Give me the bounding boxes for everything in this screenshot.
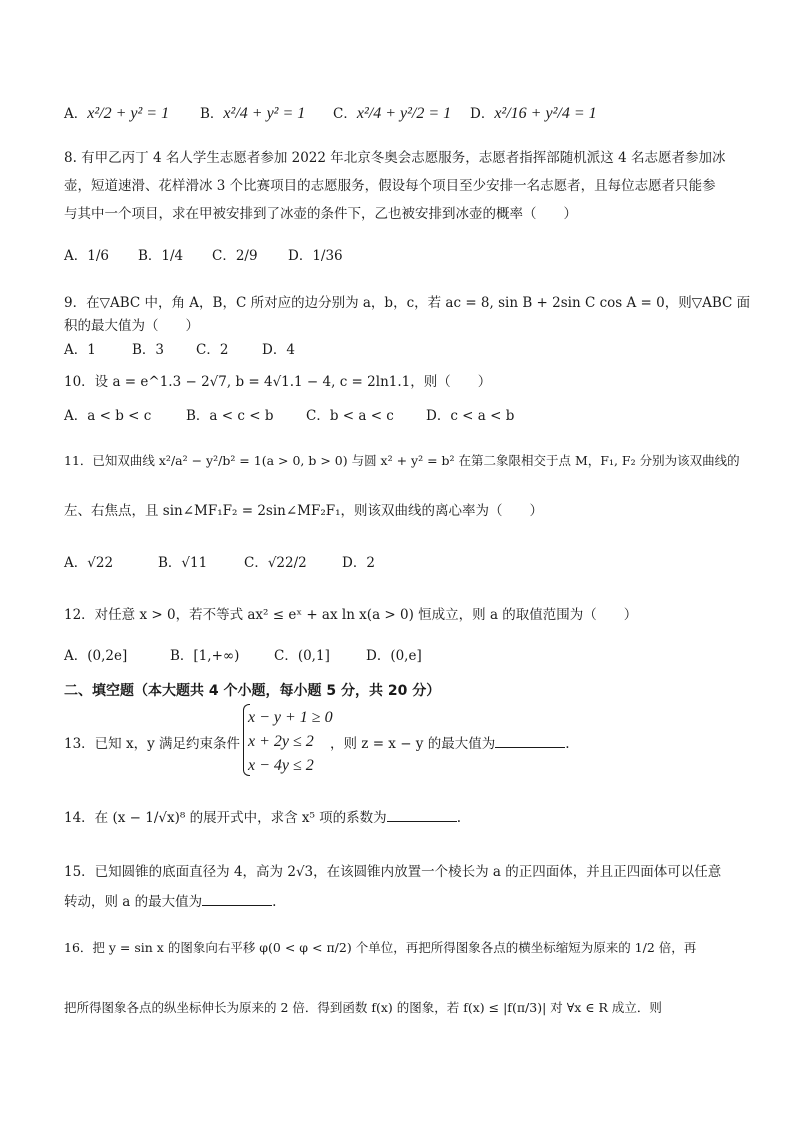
q11-option-c: C．√22/2 — [244, 555, 307, 571]
q12-option-b: B．[1,+∞) — [170, 648, 240, 664]
q13-answer-blank[interactable] — [495, 747, 565, 748]
q15-answer-blank[interactable] — [202, 905, 272, 906]
q8-line-2: 壶，短道速滑、花样滑冰 3 个比赛项目的志愿服务，假设每个项目至少安排一名志愿者，且每位志愿者只能参 — [64, 178, 716, 194]
q10-option-c: C．b < a < c — [306, 408, 394, 424]
q10-option-b: B．a < c < b — [186, 408, 274, 424]
q12-option-a: A．(0,2e] — [64, 648, 128, 664]
q11-line-1: 11．已知双曲线 x²/a² − y²/b² = 1(a > 0, b > 0) 与圆 x² + y² = b² 在第二象限相交于点 M，F₁, F₂ 分别为该双曲线的 — [64, 453, 740, 468]
q9-option-c: C．2 — [196, 342, 229, 358]
q13-constraint-1: x − y + 1 ≥ 0 — [248, 709, 333, 726]
q8-line-3: 与其中一个项目，求在甲被安排到了冰壶的条件下，乙也被安排到冰壶的概率（ ） — [64, 206, 577, 222]
q11-option-a: A．√22 — [64, 555, 114, 571]
q9-option-d: D．4 — [262, 342, 295, 358]
q10-line-1: 10．设 a = e^1.3 − 2√7, b = 4√1.1 − 4, c = 2ln1.1，则（ ） — [64, 374, 492, 390]
q7-option-a: A．x²/2 + y² = 1 — [64, 105, 170, 122]
q13-prefix: 13．已知 x，y 满足约束条件 — [64, 736, 241, 752]
q14-line-1: 14．在 (x − 1/√x)⁸ 的展开式中，求含 x⁵ 项的系数为 . — [64, 810, 461, 826]
q9-line-1: 9．在▽ABC 中，角 A，B，C 所对应的边分别为 a，b，c，若 ac = 8, sin B + 2sin C cos A = 0，则▽ABC 面 — [64, 295, 751, 311]
q13-suffix: ，则 z = x − y 的最大值为 . — [330, 736, 570, 752]
q8-option-b: B．1/4 — [138, 248, 184, 264]
q7-option-b: B．x²/4 + y² = 1 — [200, 105, 306, 122]
q12-line-1: 12．对任意 x > 0，若不等式 ax² ≤ eˣ + ax ln x(a > 0) 恒成立，则 a 的取值范围为（ ） — [64, 607, 638, 623]
q9-line-2: 积的最大值为（ ） — [64, 318, 199, 334]
q15-line-2: 转动，则 a 的最大值为 . — [64, 894, 277, 910]
q13-constraints — [248, 710, 333, 782]
q8-option-d: D．1/36 — [288, 248, 343, 264]
q16-line-2: 把所得图象各点的纵坐标伸长为原来的 2 倍．得到函数 f(x) 的图象，若 f(x) ≤ |f(π/3)| 对 ∀x ∈ R 成立．则 — [64, 1000, 662, 1015]
q13-constraint-2: x + 2y ≤ 2 — [248, 733, 314, 750]
q8-option-a: A．1/6 — [64, 248, 109, 264]
q10-option-d: D．c < a < b — [426, 408, 515, 424]
q7-option-d: D．x²/16 + y²/4 = 1 — [470, 105, 597, 122]
q9-option-a: A．1 — [64, 342, 96, 358]
q7-option-c: C．x²/4 + y²/2 = 1 — [333, 105, 452, 122]
q11-line-2: 左、右焦点，且 sin∠MF₁F₂ = 2sin∠MF₂F₁，则该双曲线的离心率为（ ） — [64, 503, 544, 519]
q12-option-d: D．(0,e] — [366, 648, 422, 664]
q12-option-c: C．(0,1] — [274, 648, 330, 664]
q14-answer-blank[interactable] — [387, 821, 457, 822]
q8-line-1: 8. 有甲乙丙丁 4 名人学生志愿者参加 2022 年北京冬奥会志愿服务，志愿者指挥部随机派这 4 名志愿者参加冰 — [64, 150, 726, 166]
q11-option-b: B．√11 — [158, 555, 208, 571]
q11-option-d: D．2 — [342, 555, 375, 571]
q16-line-1: 16．把 y = sin x 的图象向右平移 φ(0 < φ < π/2) 个单位，再把所得图象各点的横坐标缩短为原来的 1/2 倍，再 — [64, 940, 697, 955]
q15-line-1: 15．已知圆锥的底面直径为 4，高为 2√3，在该圆锥内放置一个棱长为 a 的正四面体，并且正四面体可以任意 — [64, 864, 722, 880]
q13-constraint-3: x − 4y ≤ 2 — [248, 757, 314, 774]
q8-option-c: C．2/9 — [212, 248, 258, 264]
section-heading: 二、填空题（本大题共 4 个小题，每小题 5 分，共 20 分） — [64, 683, 441, 699]
q9-option-b: B．3 — [132, 342, 165, 358]
q10-option-a: A．a < b < c — [64, 408, 152, 424]
